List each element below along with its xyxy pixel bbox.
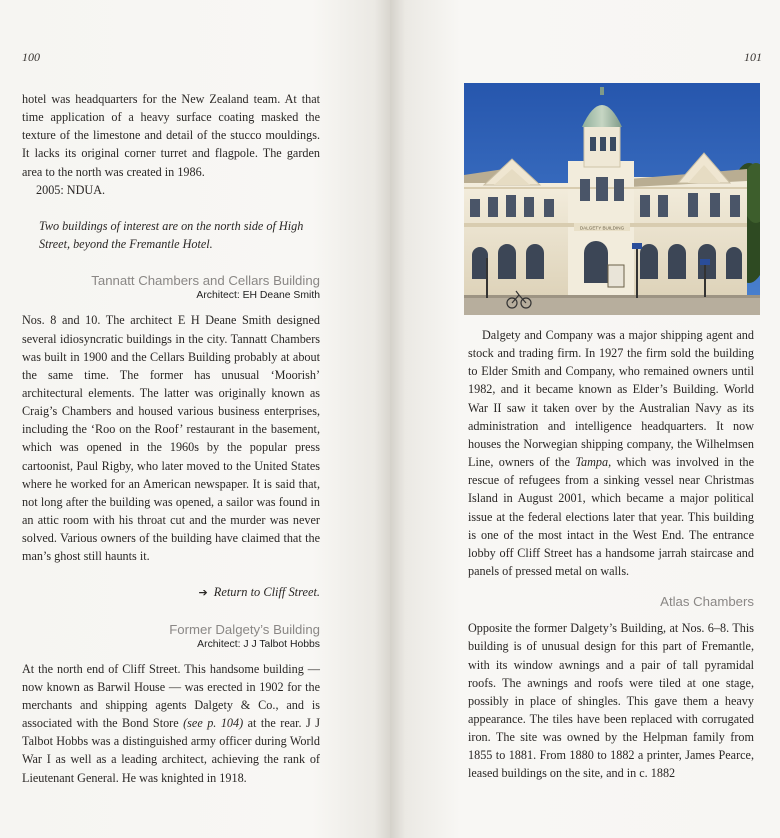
history-part-a: Dalgety and Company was a major shipping agent and stock and trading firm. In 1927 the firm sold the building to Elder Smith and Company, who remained owners until 1982, and it became known as Elder’s Building. World War II saw it taken over by the Australian Navy as its administration and intelligence headquarters. It now houses the Norwegian shipping company, the Wilhelmsen Line, owners of the — [468, 328, 754, 470]
building-sign: DALGETY BUILDING — [579, 225, 625, 231]
architect-credit-dalgety: Architect: J J Talbot Hobbs — [197, 638, 320, 650]
section-heading-tannatt: Tannatt Chambers and Cellars Building — [91, 273, 320, 289]
dalgety-body-a: At the north end of Cliff Street. This handsome building — now known as Barwil House — was erected in 1902 for the merchants and shipping agents Dalgety & Co., and is associated with the Bond Store — [22, 661, 320, 731]
building-photo — [464, 83, 760, 315]
section-heading-dalgety: Former Dalgety’s Building — [169, 621, 320, 637]
page-reference: (see p. 104) — [183, 716, 244, 731]
building-photo-icon — [464, 83, 760, 315]
italic-note: Two buildings of interest are on the north side of High Street, beyond the Fremantle Hotel. — [39, 218, 304, 252]
history-part-b: which was involved in the rescue of refugees from a sinking vessel near Christmas Island in August 2001, which became a major political issue at the federal elections later that year. This building is one of the most intact in the West End. The entrance lobby off Cliff Street has a handsome jarrah staircase and panels of pressed metal on walls. — [468, 455, 755, 579]
dalgety-body-b: at the rear. J J Talbot Hobbs was a distinguished army officer during World War I as well as a leading architect, achieving the rank of Lieutenant General. He was knighted in 1918. — [22, 716, 320, 785]
page-number-left: 100 — [22, 50, 40, 64]
page-number-right: 101 — [744, 50, 762, 64]
section-body-atlas: Opposite the former Dalgety’s Building, at Nos. 6–8. This building is of unusual design for this part of Fremantle, with its window awnings and a pair of tall pyramidal roofs. The awnings and roofs were tiled at one stage, possibly in place of shingles. This gave them a heavy appearance. The tiles have been replaced with corrugated iron. The site was owned by the Helpman family from 1855 to 1881. From 1880 to 1882 a printer, James Pearce, leased buildings on the site, and in c. 1882 — [468, 621, 754, 781]
section-tannatt — [22, 273, 320, 565]
left-text-block — [22, 90, 320, 787]
ship-name: Tampa, — [575, 455, 612, 470]
section-body-tannatt: Nos. 8 and 10. The architect E H Deane Smith designed several idiosyncratic buildings in the city. Tannatt Chambers was built in 1900 and the Cellars Building probably at about the same time. The former has unusual ‘Moorish’ architectural elements. The latter was originally known as Craig’s Chambers and housed various business enterprises, including the ‘Roo on the Roof’ restaurant in the basement, which was opened in the 1960s by the popular press cartoonist, Paul Rigby, who later moved to the United States where he worked for an American newspaper. It is said that, not long after the building was opened, a sailor was found in an attic room with his throat cut and the murder was never solved. Various owners of the building have claimed that the man’s ghost still haunts it. — [22, 313, 320, 564]
arrow-right-icon: ➔ — [198, 585, 208, 599]
section-heading-atlas: Atlas Chambers — [660, 594, 754, 610]
continued-paragraph: hotel was headquarters for the New Zealand team. At that time application of a heavy surface coating masked the texture of the limestone and detail of the stucco mouldings. It lacks its original corner turret and flagpole. The garden area to the north was created in 1986. — [22, 92, 320, 179]
section-dalgety — [22, 622, 320, 787]
dalgety-history-paragraph — [468, 326, 754, 580]
status-line: 2005: NDUA. — [36, 182, 106, 197]
section-body-dalgety — [22, 660, 320, 787]
return-link-label: Return to Cliff Street. — [213, 584, 320, 599]
right-page — [390, 0, 780, 838]
architect-credit-tannatt: Architect: EH Deane Smith — [196, 290, 320, 302]
right-text-block — [468, 326, 754, 783]
return-link[interactable] — [22, 583, 320, 602]
section-atlas — [468, 594, 754, 782]
